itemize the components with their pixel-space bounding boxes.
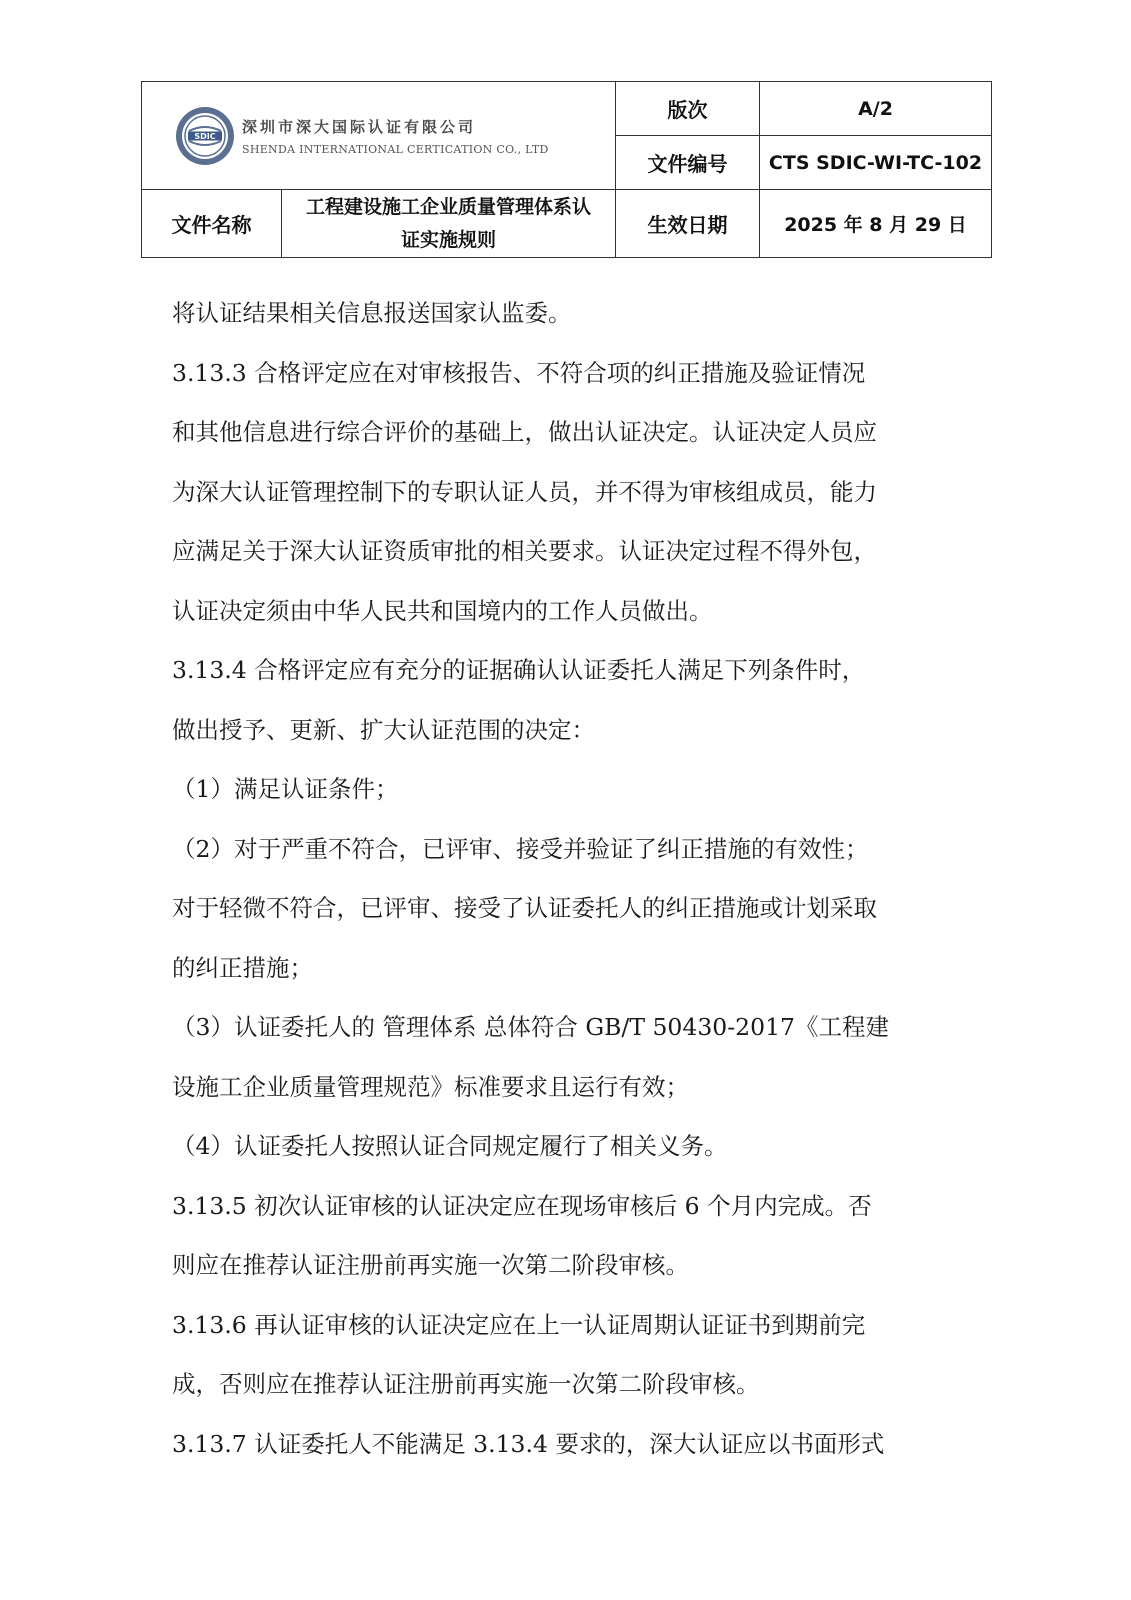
date-label: 生效日期 (616, 190, 760, 258)
body-line: 3.13.5 初次认证审核的认证决定应在现场审核后 6 个月内完成。否 (172, 1191, 872, 1220)
company-name-en: SHENDA INTERNATIONAL CERTICATION CO., LTD (242, 142, 549, 156)
company-logo-icon (174, 105, 236, 167)
body-line: 将认证结果相关信息报送国家认监委。 (172, 299, 572, 327)
date-value: 2025 年 8 月 29 日 (760, 190, 992, 258)
document-body (172, 284, 972, 1474)
docname-label: 文件名称 (142, 190, 282, 258)
body-line: （1）满足认证条件； (172, 775, 399, 803)
body-line: 3.13.4 合格评定应有充分的证据确认认证委托人满足下列条件时， (172, 656, 866, 684)
body-line: 的纠正措施； (172, 953, 313, 982)
body-line: 认证决定须由中华人民共和国境内的工作人员做出。 (172, 596, 713, 625)
body-line: 和其他信息进行综合评价的基础上，做出认证决定。认证决定人员应 (172, 418, 877, 446)
body-line: 对于轻微不符合，已评审、接受了认证委托人的纠正措施或计划采取 (172, 894, 877, 922)
body-line: 成，否则应在推荐认证注册前再实施一次第二阶段审核。 (172, 1370, 760, 1398)
docno-label: 文件编号 (616, 136, 760, 190)
docname-line-2: 证实施规则 (400, 228, 496, 251)
body-line: 3.13.3 合格评定应在对审核报告、不符合项的纠正措施及验证情况 (172, 358, 866, 387)
document-header-table (141, 81, 992, 258)
body-line: 3.13.7 认证委托人不能满足 3.13.4 要求的，深大认证应以书面形式 (172, 1429, 885, 1458)
body-line: 则应在推荐认证注册前再实施一次第二阶段审核。 (172, 1251, 689, 1279)
body-line: 3.13.6 再认证审核的认证决定应在上一认证周期认证证书到期前完 (172, 1310, 866, 1339)
body-line: 做出授予、更新、扩大认证范围的决定： (172, 715, 595, 744)
body-line: 应满足关于深大认证资质审批的相关要求。认证决定过程不得外包， (172, 537, 877, 565)
version-label: 版次 (616, 82, 760, 136)
company-name-cn: 深圳市深大国际认证有限公司 (242, 117, 477, 136)
body-line: 设施工企业质量管理规范》标准要求且运行有效； (172, 1072, 689, 1101)
docname-line-1: 工程建设施工企业质量管理体系认 (305, 195, 591, 218)
body-line: （4）认证委托人按照认证合同规定履行了相关义务。 (172, 1132, 728, 1160)
body-line: （3）认证委托人的 管理体系 总体符合 GB/T 50430-2017《工程建 (172, 1013, 889, 1041)
docname-value (282, 190, 616, 258)
logo-text: SDIC (194, 131, 216, 141)
body-line: （2）对于严重不符合，已评审、接受并验证了纠正措施的有效性； (172, 834, 869, 863)
version-value: A/2 (760, 82, 992, 136)
body-line: 为深大认证管理控制下的专职认证人员，并不得为审核组成员，能力 (172, 477, 877, 506)
docno-value: CTS SDIC-WI-TC-102 (760, 136, 992, 190)
company-logo-cell (142, 82, 616, 190)
